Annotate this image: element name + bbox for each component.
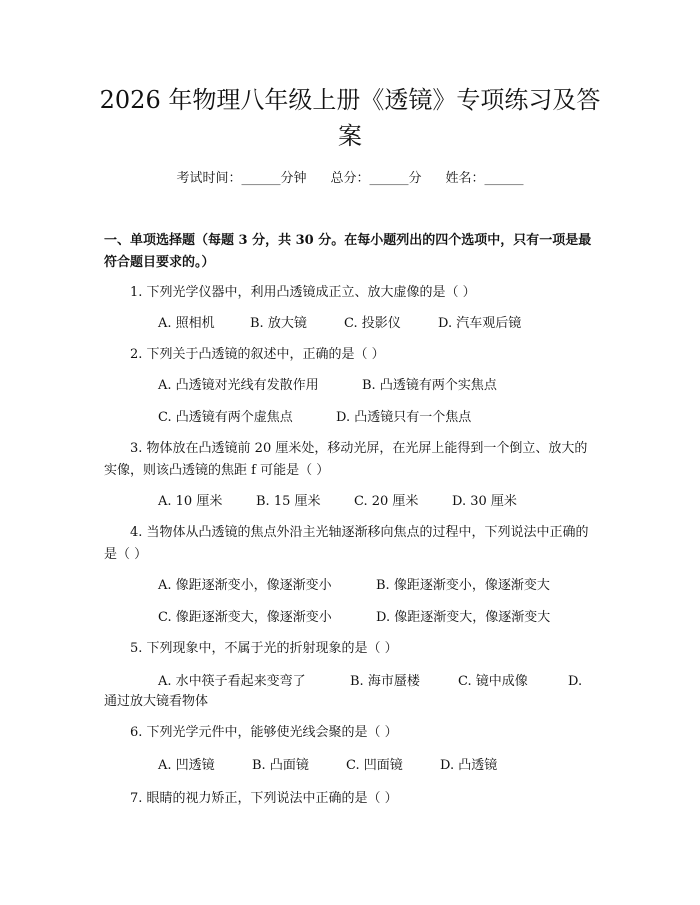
option-d: D. — [568, 674, 583, 689]
option-d: D. 凸透镜只有一个焦点 — [336, 410, 472, 425]
document-title: 2026 年物理八年级上册《透镜》专项练习及答案 — [99, 86, 601, 150]
question-1: 1. 下列光学仪器中，利用凸透镜成正立、放大虚像的是（ ） — [130, 285, 476, 300]
section-heading: 一、单项选择题（每题 3 分，共 30 分。在每小题列出的四个选项中，只有一项是最符合题目要求的。） — [104, 233, 592, 270]
question-2-options-row2 — [158, 408, 608, 428]
option-b: B. 像距逐渐变小，像逐渐变大 — [376, 578, 550, 593]
option-d: D. 30 厘米 — [452, 494, 517, 509]
question-5: 5. 下列现象中，不属于光的折射现象的是（ ） — [130, 641, 398, 656]
option-c: C. 像距逐渐变大，像逐渐变小 — [158, 610, 332, 625]
question-2-options-row1 — [158, 376, 608, 396]
option-c: C. 20 厘米 — [354, 494, 419, 509]
option-c: C. 镜中成像 — [458, 674, 528, 689]
exam-info — [0, 170, 700, 188]
option-d: D. 像距逐渐变大，像逐渐变大 — [376, 610, 551, 625]
option-b: B. 凸透镜有两个实焦点 — [362, 378, 497, 393]
option-a: A. 照相机 — [158, 316, 215, 331]
question-4-options-row1 — [158, 576, 608, 596]
option-b: B. 15 厘米 — [256, 494, 321, 509]
question-3-options — [158, 492, 608, 512]
question-1-options — [158, 314, 608, 334]
question-4: 4. 当物体从凸透镜的焦点外沿主光轴逐渐移向焦点的过程中，下列说法中正确的是（ ） — [104, 525, 589, 562]
option-c: C. 凹面镜 — [346, 758, 403, 773]
question-7: 7. 眼睛的视力矫正，下列说法中正确的是（ ） — [130, 791, 398, 806]
option-c: C. 凸透镜有两个虚焦点 — [158, 410, 293, 425]
question-5-options — [158, 672, 608, 692]
option-a: A. 10 厘米 — [158, 494, 223, 509]
question-3: 3. 物体放在凸透镜前 20 厘米处，移动光屏，在光屏上能得到一个倒立、放大的实像，则该凸透镜的焦距 f 可能是（ ） — [104, 441, 588, 478]
student-name: 姓名：______ — [445, 171, 524, 186]
option-b: B. 放大镜 — [250, 316, 307, 331]
question-4-options-row2 — [158, 608, 608, 628]
option-a: A. 凸透镜对光线有发散作用 — [158, 378, 319, 393]
option-a: A. 像距逐渐变小，像逐渐变小 — [158, 578, 332, 593]
exam-time: 考试时间：______分钟 — [176, 171, 307, 186]
option-d: D. 凸透镜 — [440, 758, 498, 773]
option-a: A. 水中筷子看起来变弯了 — [158, 674, 306, 689]
option-b: B. 海市蜃楼 — [350, 674, 420, 689]
option-d: D. 汽车观后镜 — [438, 316, 522, 331]
option-a: A. 凹透镜 — [158, 758, 215, 773]
question-6: 6. 下列光学元件中，能够使光线会聚的是（ ） — [130, 725, 398, 740]
option-b: B. 凸面镜 — [252, 758, 309, 773]
question-2: 2. 下列关于凸透镜的叙述中，正确的是（ ） — [130, 347, 385, 362]
option-d-continuation: 通过放大镜看物体 — [104, 694, 209, 709]
option-c: C. 投影仪 — [344, 316, 401, 331]
question-6-options — [158, 756, 608, 776]
exam-score: 总分：______分 — [330, 171, 422, 186]
